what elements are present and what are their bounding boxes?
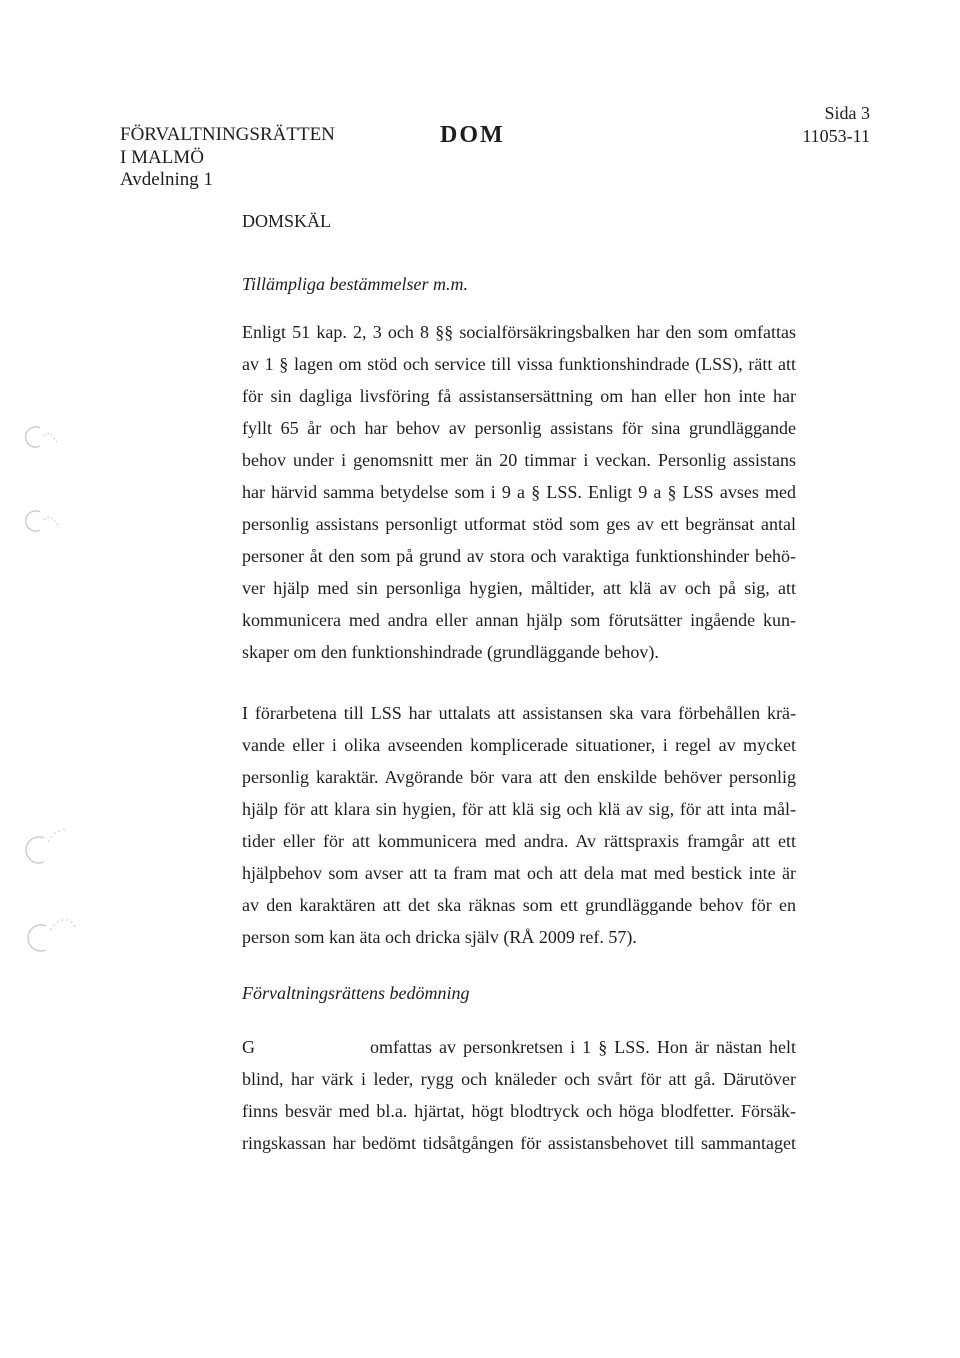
text-line: personer åt den som på grund av stora och varaktiga funktionshinder behö- xyxy=(242,546,796,566)
text-line: I förarbetena till LSS har uttalats att assistansen ska vara förbehållen krä- xyxy=(242,703,796,723)
text-line: ver hjälp med sin personliga hygien, måltider, att klä av och på sig, att xyxy=(242,578,796,598)
punch-hole-mark xyxy=(26,427,58,447)
text-line: vande eller i olika avseenden komplicerade situationer, i regel av mycket xyxy=(242,735,796,755)
page-number: Sida 3 xyxy=(824,103,870,123)
text-line: skaper om den funktionshindrade (grundläggande behov). xyxy=(242,642,659,662)
text-line: behov under i genomsnitt mer än 20 timmar i veckan. Personlig assistans xyxy=(242,450,796,470)
punch-hole-mark xyxy=(26,511,59,531)
division-label: Avdelning 1 xyxy=(120,169,214,190)
paragraph xyxy=(242,697,796,953)
court-city: I MALMÖ xyxy=(120,147,204,168)
text-line: blind, har värk i leder, rygg och knäleder och svårt för att gå. Därutöver xyxy=(242,1069,796,1089)
text-line: har härvid samma betydelse som i 9 a § LSS. Enligt 9 a § LSS avses med xyxy=(242,482,796,502)
subheading-court-assessment: Förvaltningsrättens bedömning xyxy=(242,983,470,1003)
text-line: för sin dagliga livsföring få assistansersättning om han eller hon inte har xyxy=(242,386,796,406)
case-number: 11053-11 xyxy=(802,126,870,146)
court-name: FÖRVALTNINGSRÄTTEN xyxy=(120,124,335,145)
text-line: hjälp för att klara sin hygien, för att klä sig och klä av sig, för att inta mål- xyxy=(242,799,796,819)
text-line: kommunicera med andra eller annan hjälp som förutsätter ingående kun- xyxy=(242,610,796,630)
text-line: fyllt 65 år och har behov av personlig assistans för sina grundläggande xyxy=(242,418,796,438)
text-line: personlig assistans personligt utformat stöd som ges av ett begränsat antal xyxy=(242,514,796,534)
text-line: av 1 § lagen om stöd och service till vissa funktionshindrade (LSS), rätt att xyxy=(242,354,796,374)
text-line: ringskassan har bedömt tidsåtgången för assistansbehovet till sammantaget xyxy=(242,1133,796,1153)
punch-hole-mark xyxy=(28,920,76,951)
punch-hole-mark xyxy=(26,830,68,863)
text-line-continuation: omfattas av personkretsen i 1 § LSS. Hon är nästan helt xyxy=(370,1037,796,1057)
text-line: finns besvär med bl.a. hjärtat, högt blodtryck och höga blodfetter. Försäk- xyxy=(242,1101,796,1121)
text-line: hjälpbehov som avser att ta fram mat och att dela mat med bestick inte är xyxy=(242,863,796,883)
paragraph xyxy=(242,1031,796,1159)
text-line xyxy=(242,1031,796,1063)
subheading-applicable-provisions: Tillämpliga bestämmelser m.m. xyxy=(242,274,469,294)
party-name-initial: G xyxy=(242,1037,255,1057)
document-type-title: DOM xyxy=(440,122,505,148)
text-line: personlig karaktär. Avgörande bör vara att den enskilde behöver personlig xyxy=(242,767,796,787)
text-line: av den karaktären att det ska räknas som ett grundläggande behov för en xyxy=(242,895,796,915)
text-line: tider eller för att kommunicera med andra. Av rättspraxis framgår att ett xyxy=(242,831,796,851)
paragraph xyxy=(242,316,796,668)
text-line: Enligt 51 kap. 2, 3 och 8 §§ socialförsäkringsbalken har den som omfattas xyxy=(242,322,796,342)
text-line: person som kan äta och dricka själv (RÅ 2009 ref. 57). xyxy=(242,927,637,947)
punch-hole-marks xyxy=(0,0,100,1358)
section-heading-reasons: DOMSKÄL xyxy=(242,211,332,231)
